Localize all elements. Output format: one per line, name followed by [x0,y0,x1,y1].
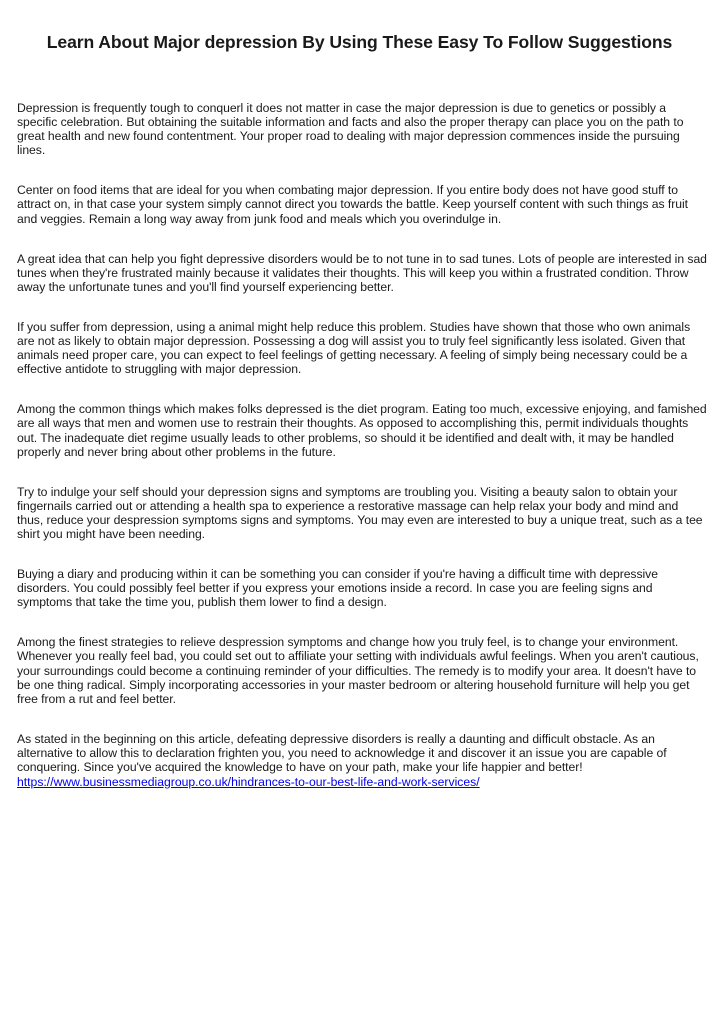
article-body [17,101,707,800]
paragraph-2: Center on food items that are ideal for you when combating major depression. If you entire body does not have good stuff to attract on, in that case your system simply cannot direct you towards the battle. Keep yourself content with such things as fruit and veggies. Remain a long way away from junk food and meals which you overindulge in. [17,183,688,226]
paragraph-7: Buying a diary and producing within it can be something you can consider if you're having a difficult time with depressive disorders. You could possibly feel better if you express your emotions inside a record. In case you are feeling signs and symptoms that take the time you, publish them lower to find a design. [17,567,658,610]
paragraph-1: Depression is frequently tough to conquerl it does not matter in case the major depression is due to genetics or possibly a specific celebration. But obtaining the suitable information and facts and also the proper therapy can place you on the path to great health and new found contentment. Your proper road to dealing with major depression commences inside the pursuing lines. [17,101,684,158]
page-title: Learn About Major depression By Using These Easy To Follow Suggestions [46,32,673,52]
source-link[interactable]: https://www.businessmediagroup.co.uk/hindrances-to-our-best-life-and-work-services/ [17,775,480,789]
link-container [17,775,480,789]
paragraph-8: Among the finest strategies to relieve despression symptoms and change how you truly feel, is to change your environment. Whenever you really feel bad, you could set out to affiliate your setting with individuals awful feelings. When you aren't cautious, your surroundings could become a continuing reminder of your difficulties. The remedy is to modify your area. It doesn't have to be one thing radical. Simply incorporating accessories in your master bedroom or altering household furniture will help you get free from a rut and feel better. [17,635,699,706]
paragraph-3: A great idea that can help you fight depressive disorders would be to not tune in to sad tunes. Lots of people are interested in sad tunes when they're frustrated mainly because it validates their thoughts. This will keep you within a frustrated condition. Throw away the unfortunate tunes and you'll find yourself experiencing better. [17,251,707,294]
paragraph-6: Try to indulge your self should your depression signs and symptoms are troubling you. Visiting a beauty salon to obtain your fingernails carried out or attending a health spa to experience a restorative massage can help relax your body and mind and thus, reduce your despression symptoms signs and symptoms. You may even are interested to buy a unique treat, such as a tee shirt you might have been needing. [17,484,703,541]
paragraph-9: As stated in the beginning on this article, defeating depressive disorders is really a daunting and difficult obstacle. As an alternative to allow this to declaration frighten you, you need to acknowledge it and discover it an issue you are capable of conquering. Since you've acquired the knowledge to have on your path, make your life happier and better! [17,731,667,774]
paragraph-4: If you suffer from depression, using a animal might help reduce this problem. Studies have shown that those who own animals are not as likely to obtain major depression. Possessing a dog will assist you to truly feel significantly less isolated. Given that animals need proper care, you can expect to feel feelings of getting necessary. A feeling of simply being necessary could be a effective antidote to struggling with major depression. [17,319,691,377]
paragraph-5: Among the common things which makes folks depressed is the diet program. Eating too much, excessive enjoying, and famished are all ways that men and women use to restrain their thoughts. As opposed to accomplishing this, permit individuals thoughts out. The inadequate diet regime usually leads to other problems, so should it be identified and dealt with, it may be handled properly and never bring about other problems in the future. [17,402,707,459]
